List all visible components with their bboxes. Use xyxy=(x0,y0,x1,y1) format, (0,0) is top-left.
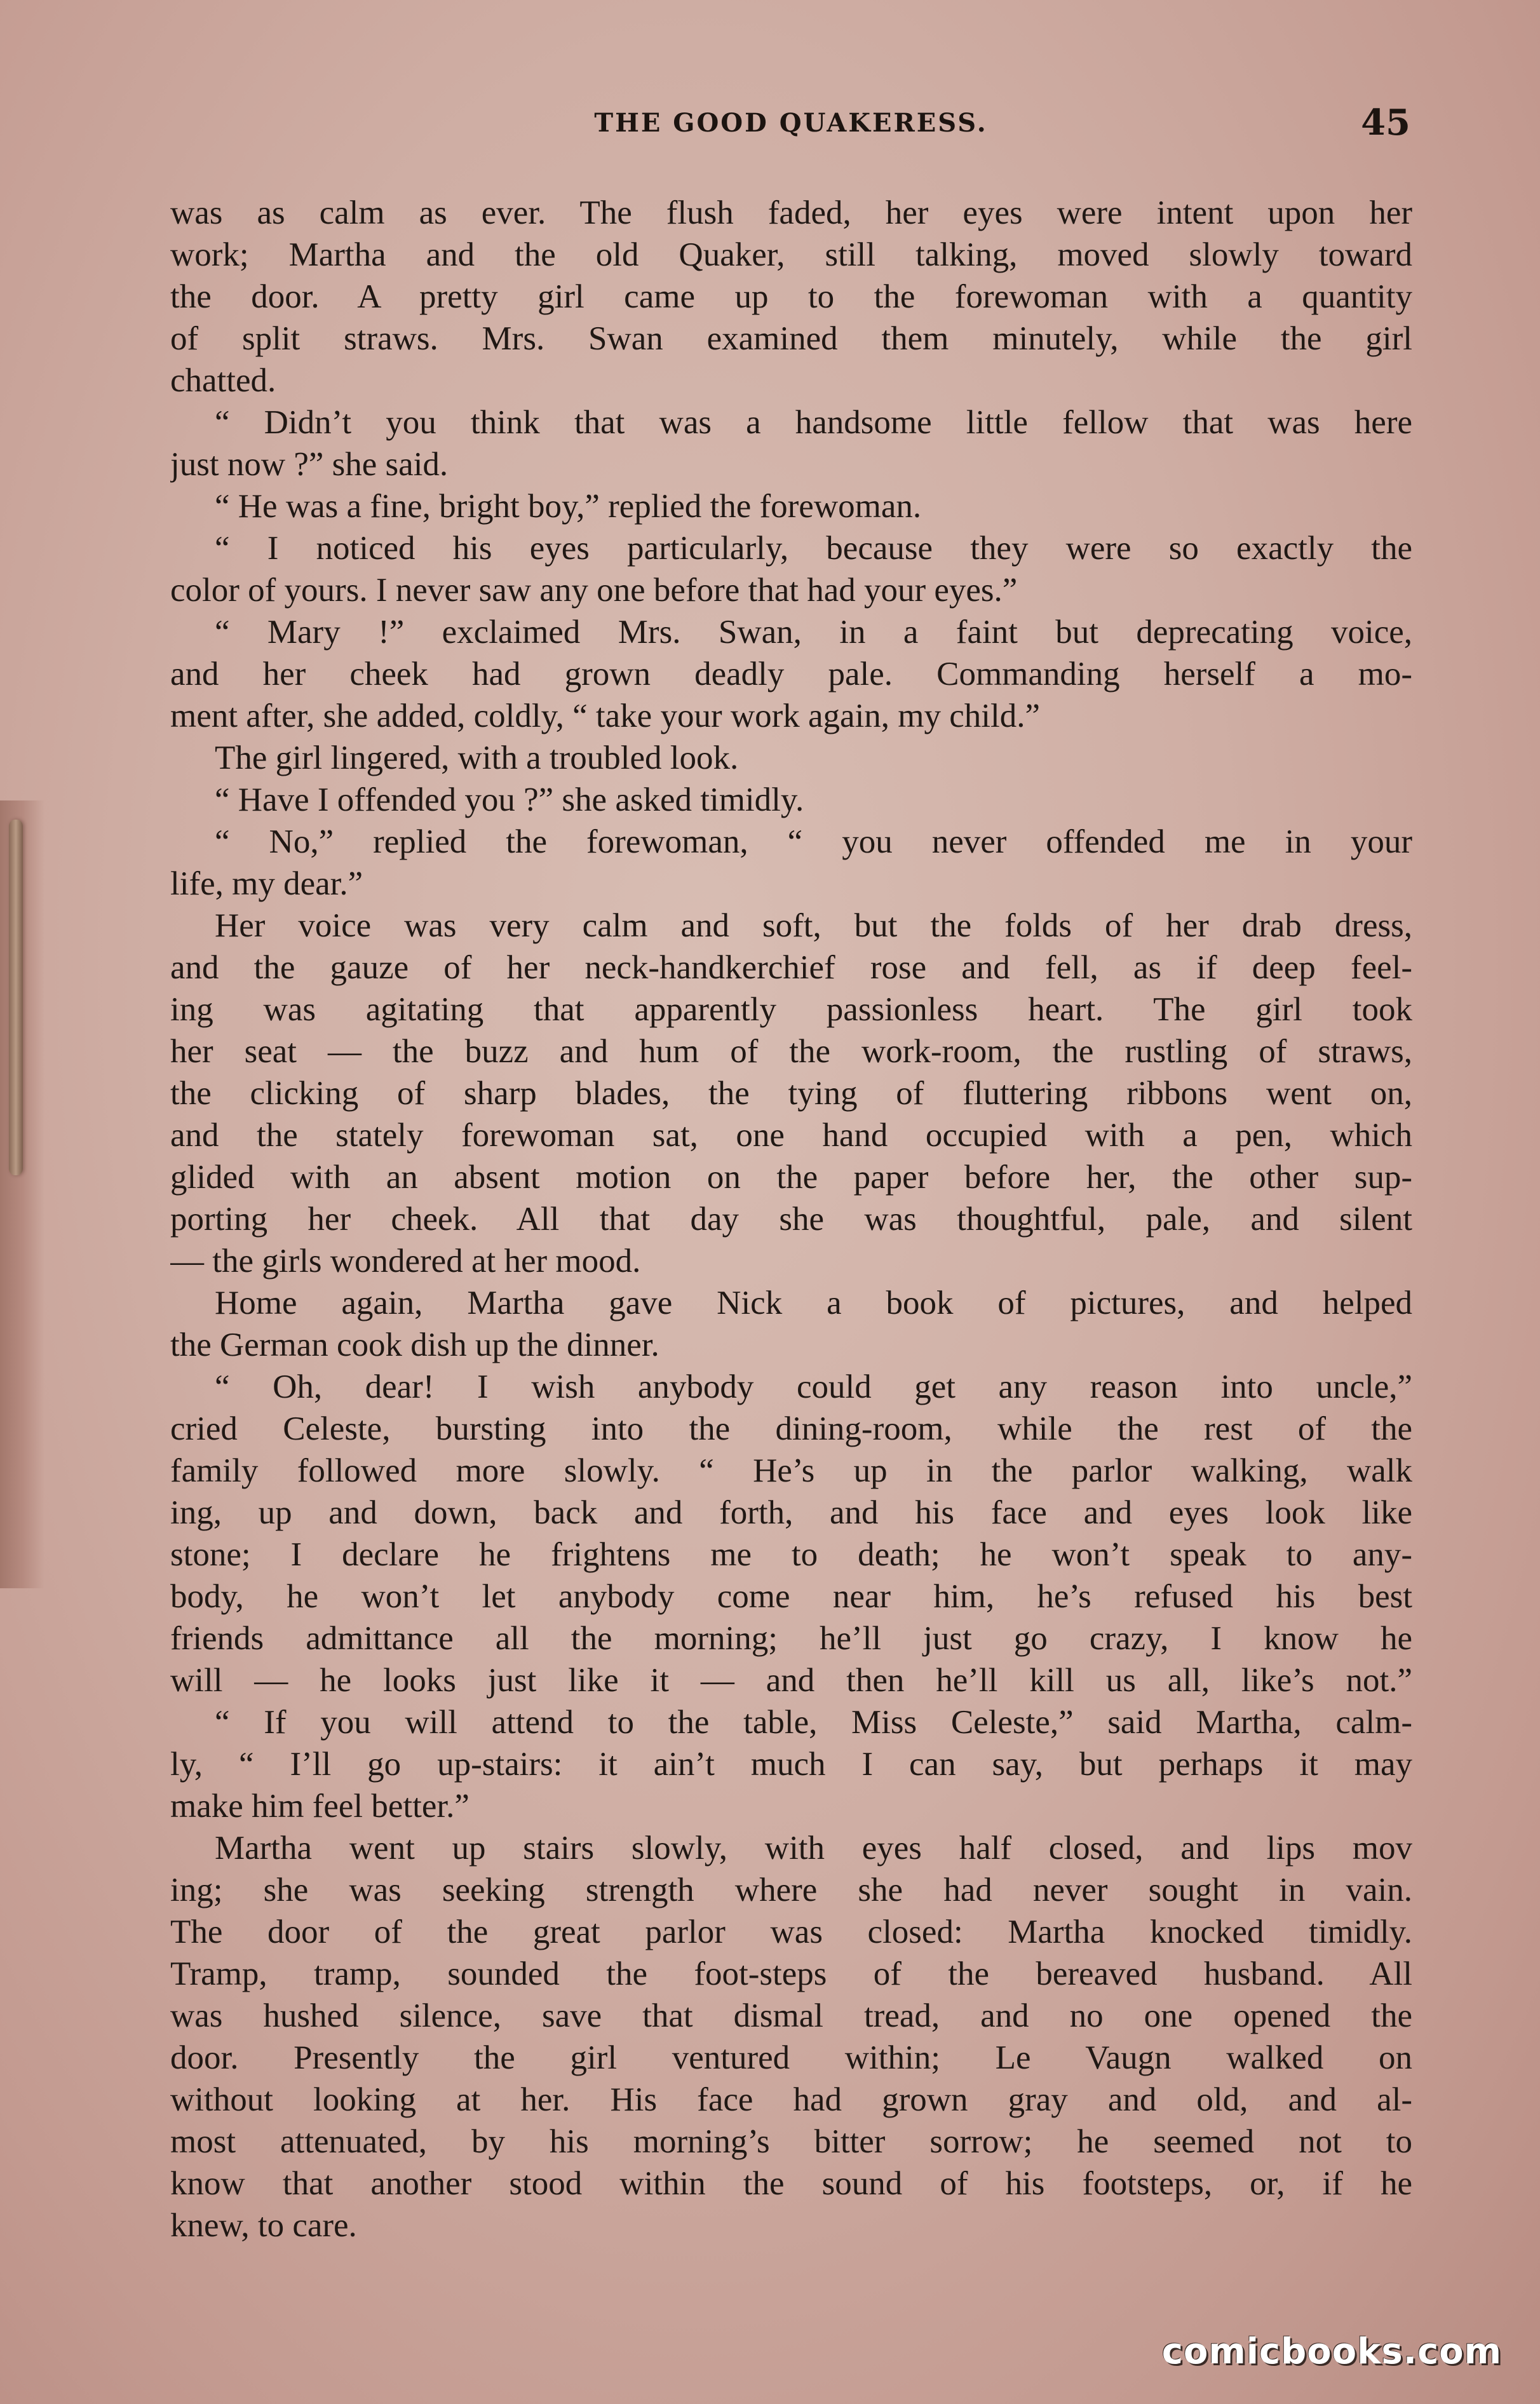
text-line: “ Have I offended you ?” she asked timidly. xyxy=(215,781,804,818)
text-line: Home again, Martha gave Nick a book of pictures, and helped xyxy=(215,1285,1412,1321)
text-line: glided with an absent motion on the paper before her, the other sup- xyxy=(170,1159,1412,1196)
text-line: cried Celeste, bursting into the dining-room, while the rest of the xyxy=(170,1410,1412,1447)
text-line: ing was agitating that apparently passionless heart. The girl took xyxy=(170,991,1412,1028)
text-line: “ I noticed his eyes particularly, because they were so exactly the xyxy=(215,530,1412,567)
binding-thread xyxy=(9,820,23,1175)
text-line: the clicking of sharp blades, the tying of fluttering ribbons went on, xyxy=(170,1075,1412,1112)
text-line: porting her cheek. All that day she was thoughtful, pale, and silent xyxy=(170,1201,1412,1238)
text-line: life, my dear.” xyxy=(170,865,363,902)
text-line: most attenuated, by his morning’s bitter sorrow; he seemed not to xyxy=(170,2123,1412,2160)
text-line: The girl lingered, with a troubled look. xyxy=(215,739,739,776)
text-line: ing, up and down, back and forth, and his face and eyes look like xyxy=(170,1494,1412,1531)
text-line: know that another stood within the sound of his footsteps, or, if he xyxy=(170,2165,1412,2202)
text-line: of split straws. Mrs. Swan examined them minutely, while the girl xyxy=(170,320,1412,357)
text-line: color of yours. I never saw any one before that had your eyes.” xyxy=(170,572,1018,609)
text-line: ly, “ I’ll go up-stairs: it ain’t much I can say, but perhaps it may xyxy=(170,1746,1412,1783)
text-line: “ Oh, dear! I wish anybody could get any reason into uncle,” xyxy=(215,1368,1412,1405)
text-line: Martha went up stairs slowly, with eyes half closed, and lips mov xyxy=(215,1830,1412,1867)
page-number: 45 xyxy=(1361,102,1410,144)
text-line: make him feel better.” xyxy=(170,1788,469,1825)
text-line: and the stately forewoman sat, one hand occupied with a pen, which xyxy=(170,1117,1412,1154)
text-line: Her voice was very calm and soft, but the folds of her drab dress, xyxy=(215,907,1412,944)
text-line: door. Presently the girl ventured within; Le Vaugn walked on xyxy=(170,2039,1412,2076)
text-line: was as calm as ever. The flush faded, her eyes were intent upon her xyxy=(170,194,1412,231)
text-line: will — he looks just like it — and then he’ll kill us all, like’s not.” xyxy=(170,1662,1412,1699)
text-line: “ Didn’t you think that was a handsome little fellow that was here xyxy=(215,404,1412,441)
text-line: body, he won’t let anybody come near him, he’s refused his best xyxy=(170,1578,1412,1615)
text-line: just now ?” she said. xyxy=(170,446,449,483)
text-line: and the gauze of her neck-handkerchief rose and fell, as if deep feel- xyxy=(170,949,1412,986)
text-line: stone; I declare he frightens me to death; he won’t speak to any- xyxy=(170,1536,1412,1573)
text-line: — the girls wondered at her mood. xyxy=(170,1243,641,1280)
text-line: family followed more slowly. “ He’s up in the parlor walking, walk xyxy=(170,1452,1412,1489)
text-line: The door of the great parlor was closed: Martha knocked timidly. xyxy=(170,1914,1412,1950)
text-line: and her cheek had grown deadly pale. Commanding herself a mo- xyxy=(170,656,1412,692)
text-line: “ He was a fine, bright boy,” replied the forewoman. xyxy=(215,488,922,525)
text-line: was hushed silence, save that dismal tread, and no one opened the xyxy=(170,1997,1412,2034)
body-text xyxy=(170,192,1412,2246)
running-header xyxy=(172,102,1410,146)
text-line: Tramp, tramp, sounded the foot-steps of the bereaved husband. All xyxy=(170,1955,1412,1992)
text-line: friends admittance all the morning; he’ll just go crazy, I know he xyxy=(170,1620,1412,1657)
text-line: the German cook dish up the dinner. xyxy=(170,1327,659,1363)
text-line: ing; she was seeking strength where she had never sought in vain. xyxy=(170,1872,1412,1908)
text-line: chatted. xyxy=(170,362,276,399)
text-line: knew, to care. xyxy=(170,2207,357,2244)
text-line: the door. A pretty girl came up to the forewoman with a quantity xyxy=(170,278,1412,315)
text-line: “ If you will attend to the table, Miss Celeste,” said Martha, calm- xyxy=(215,1704,1412,1741)
text-line: work; Martha and the old Quaker, still talking, moved slowly toward xyxy=(170,236,1412,273)
running-title: THE GOOD QUAKERESS. xyxy=(594,108,988,138)
text-line: without looking at her. His face had grown gray and old, and al- xyxy=(170,2081,1412,2118)
text-line: “ Mary !” exclaimed Mrs. Swan, in a faint but deprecating voice, xyxy=(215,614,1412,651)
watermark-text: comicbooks.com xyxy=(1161,2331,1502,2372)
text-line: “ No,” replied the forewoman, “ you never offended me in your xyxy=(215,823,1412,860)
text-line: ment after, she added, coldly, “ take your work again, my child.” xyxy=(170,698,1041,734)
text-line: her seat — the buzz and hum of the work-room, the rustling of straws, xyxy=(170,1033,1412,1070)
